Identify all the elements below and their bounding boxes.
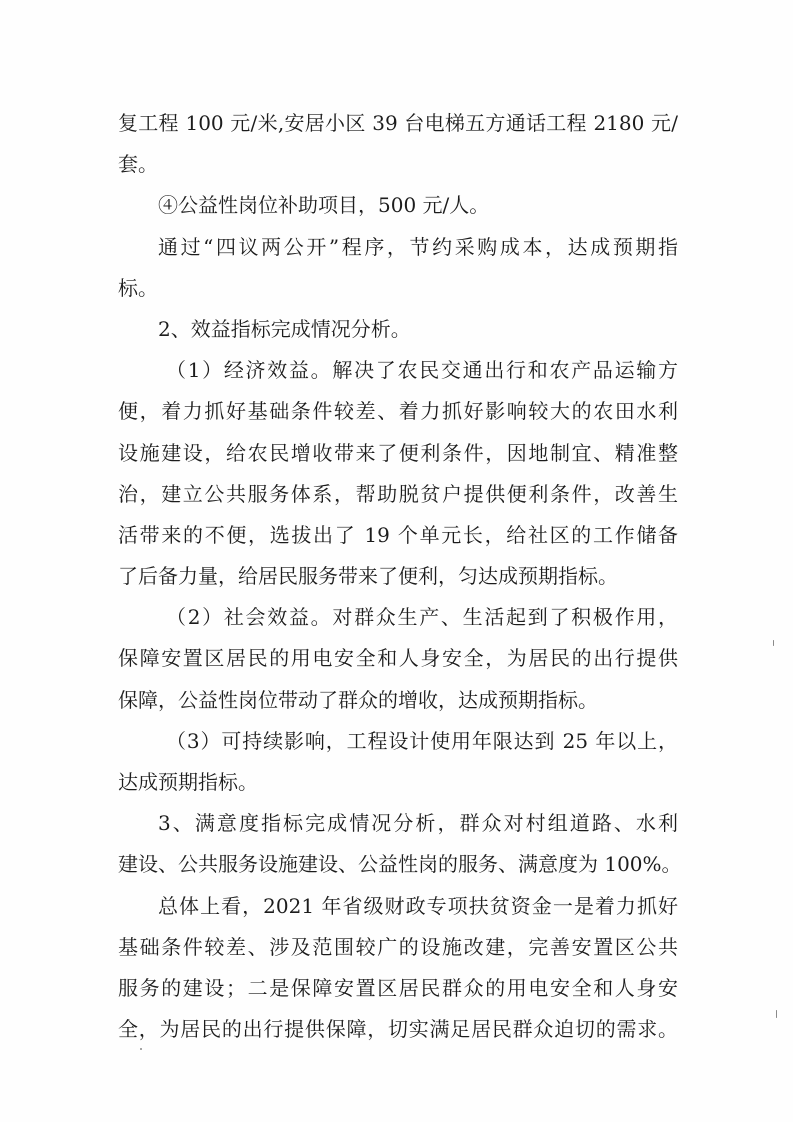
text-line: 保障，公益性岗位带动了群众的增收，达成预期指标。 <box>118 687 598 712</box>
scan-speck <box>776 1010 777 1018</box>
text-line: 保障安置区居民的用电安全和人身安全，为居民的出行提供 <box>118 646 678 671</box>
text-line: 建设、公共服务设施建设、公益性岗的服务、满意度为 100%。 <box>118 852 682 877</box>
scan-speck <box>140 1048 142 1050</box>
text-line: 套。 <box>118 152 158 177</box>
scan-speck <box>773 640 774 646</box>
text-line: 活带来的不便，选拔出了 19 个单元长，给社区的工作储备 <box>118 522 678 547</box>
text-line: 标。 <box>118 275 158 300</box>
text-line: （2）社会效益。对群众生产、生活起到了积极作用， <box>166 605 678 630</box>
text-line: 基础条件较差、涉及范围较广的设施改建，完善安置区公共 <box>118 934 678 959</box>
text-line: 治，建立公共服务体系，帮助脱贫户提供便利条件，改善生 <box>118 481 678 506</box>
text-line: 3、满意度指标完成情况分析，群众对村组道路、水利 <box>158 811 678 836</box>
text-line: 复工程 100 元/米,安居小区 39 台电梯五方通话工程 2180 元/ <box>118 111 678 135</box>
text-line: （1）经济效益。解决了农民交通出行和农产品运输方 <box>166 358 678 383</box>
text-line: 便，着力抓好基础条件较差、着力抓好影响较大的农田水利 <box>118 399 678 424</box>
text-line: 通过“四议两公开”程序，节约采购成本，达成预期指 <box>158 234 678 259</box>
document-body <box>118 103 682 1050</box>
section-heading: 2、效益指标完成情况分析。 <box>158 316 411 341</box>
text-line: ④公益性岗位补助项目，500 元/人。 <box>158 193 490 218</box>
text-line: 服务的建设；二是保障安置区居民群众的用电安全和人身安 <box>118 975 678 1000</box>
text-line: 总体上看，2021 年省级财政专项扶贫资金一是着力抓好 <box>158 893 678 918</box>
text-line: （3）可持续影响，工程设计使用年限达到 25 年以上， <box>166 728 678 753</box>
text-line: 设施建设，给农民增收带来了便利条件，因地制宜、精准整 <box>118 440 678 465</box>
text-line: 全，为居民的出行提供保障，切实满足居民群众迫切的需求。 <box>118 1017 678 1042</box>
text-line: 了后备力量，给居民服务带来了便利，匀达成预期指标。 <box>118 564 618 589</box>
text-line: 达成预期指标。 <box>118 770 258 794</box>
